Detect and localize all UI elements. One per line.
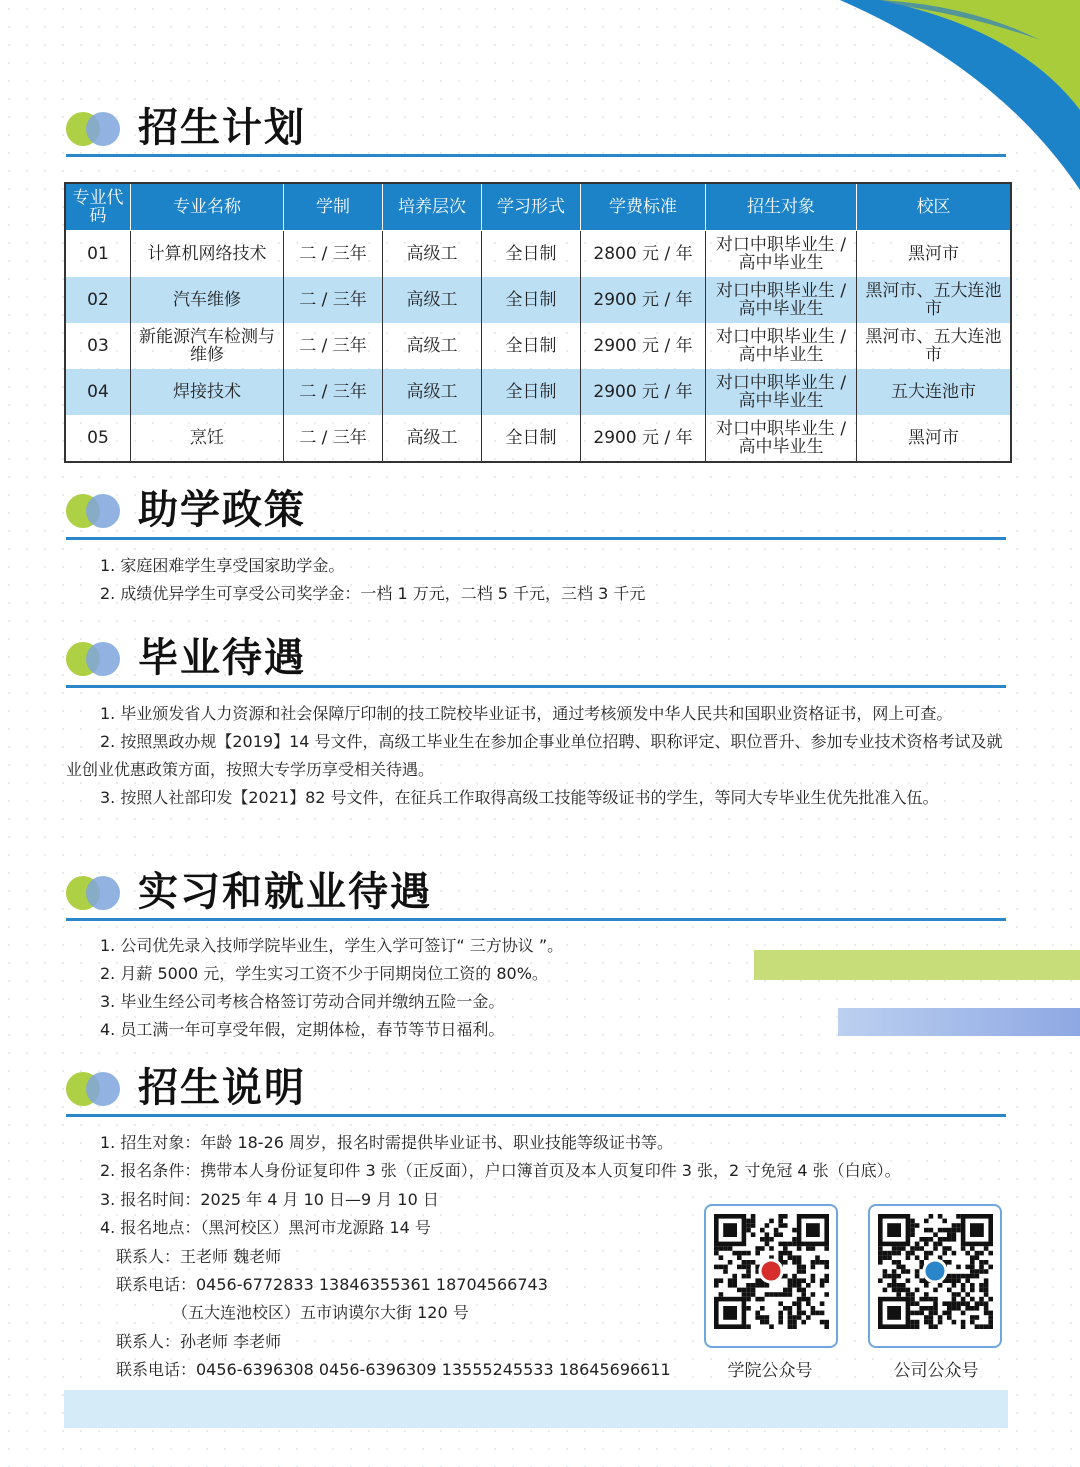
list-item: 3. 报名时间：2025 年 4 月 10 日—9 月 10 日 (100, 1189, 439, 1209)
bullet-dots-icon (66, 1072, 122, 1106)
list-item: 2. 月薪 5000 元，学生实习工资不少于同期岗位工资的 80%。 (100, 964, 548, 983)
section-title: 实习和就业待遇 (138, 869, 432, 915)
table-cell: 汽车维修 (131, 277, 284, 323)
divider (66, 537, 1006, 540)
table-cell: 全日制 (482, 323, 581, 369)
table-cell: 01 (65, 231, 131, 278)
divider (66, 685, 1006, 688)
table-cell: 05 (65, 415, 131, 462)
table-cell: 五大连池市 (857, 369, 1012, 415)
table-row (65, 231, 1011, 278)
qr-code-icon[interactable] (868, 1204, 1002, 1348)
list-item: 联系人：王老师 魏老师 (100, 1246, 282, 1266)
decorative-bar (838, 1008, 1080, 1036)
table-cell: 高级工 (383, 369, 482, 415)
table-cell: 焊接技术 (131, 369, 284, 415)
table-cell: 新能源汽车检测与维修 (131, 323, 284, 369)
table-cell: 黑河市、五大连池市 (857, 277, 1012, 323)
bullet-dots-icon (66, 112, 122, 146)
table-row (65, 415, 1011, 462)
qr-code-icon[interactable] (704, 1204, 838, 1348)
divider (66, 1114, 1006, 1117)
bullet-dots-icon (66, 642, 122, 676)
list-item: 2. 报名条件：携带本人身份证复印件 3 张（正反面），户口簿首页及本人页复印件 3 张，2 寸免冠 4 张（白底）。 (100, 1161, 901, 1181)
table-cell: 对口中职毕业生 / 高中毕业生 (706, 415, 857, 462)
section-title: 助学政策 (138, 487, 306, 533)
paragraph: 2. 按照黑政办规【2019】14 号文件，高级工毕业生在参加企事业单位招聘、职称评定、职位晋升、参加专业技术资格考试及就业创业优惠政策方面，按照大专学历享受相关待遇。 (66, 732, 1003, 779)
column-header: 学制 (284, 183, 383, 231)
list-item: 1. 公司优先录入技师学院毕业生，学生入学可签订“ 三方协议 ”。 (100, 936, 564, 955)
aid-list (100, 552, 645, 608)
column-header: 学习形式 (482, 183, 581, 231)
qr-label-company: 公司公众号 (893, 1361, 979, 1381)
decorative-bar (754, 950, 1080, 980)
table-row (65, 369, 1011, 415)
table-row (65, 323, 1011, 369)
list-item: 联系电话：0456-6772833 13846355361 18704566743 (100, 1275, 548, 1295)
section-title: 招生说明 (138, 1065, 306, 1111)
table-cell: 黑河市 (857, 415, 1012, 462)
table-cell: 03 (65, 323, 131, 369)
table-cell: 黑河市 (857, 231, 1012, 278)
column-header: 校区 (857, 183, 1012, 231)
table-cell: 二 / 三年 (284, 323, 383, 369)
list-item: 3. 毕业生经公司考核合格签订劳动合同并缴纳五险一金。 (100, 992, 505, 1011)
table-cell: 高级工 (383, 231, 482, 278)
bottom-band (64, 1390, 1008, 1428)
enrollment-table (64, 182, 1012, 463)
table-cell: 全日制 (482, 231, 581, 278)
table-cell: 高级工 (383, 277, 482, 323)
table-cell: 2800 元 / 年 (581, 231, 706, 278)
intern-list (100, 932, 563, 1044)
table-cell: 全日制 (482, 369, 581, 415)
table-cell: 全日制 (482, 415, 581, 462)
divider (66, 918, 1006, 921)
list-item: 4. 员工满一年可享受年假，定期体检，春节等节日福利。 (100, 1020, 505, 1039)
bullet-dots-icon (66, 876, 122, 910)
list-item: 2. 成绩优异学生可享受公司奖学金：一档 1 万元，二档 5 千元，三档 3 千元 (100, 584, 646, 603)
bullet-dots-icon (66, 494, 122, 528)
column-header: 专业名称 (131, 183, 284, 231)
section-title: 招生计划 (138, 105, 306, 151)
table-cell: 对口中职毕业生 / 高中毕业生 (706, 369, 857, 415)
list-item: 联系电话：0456-6396308 0456-6396309 13555245533 18645696611 (100, 1360, 671, 1380)
divider (66, 154, 1006, 157)
table-cell: 二 / 三年 (284, 415, 383, 462)
corner-decoration (640, 0, 1080, 190)
table-cell: 2900 元 / 年 (581, 415, 706, 462)
paragraph: 1. 毕业颁发省人力资源和社会保障厅印制的技工院校毕业证书，通过考核颁发中华人民共和国职业资格证书，网上可查。 (100, 704, 953, 723)
table-cell: 02 (65, 277, 131, 323)
paragraph: 3. 按照人社部印发【2021】82 号文件，在征兵工作取得高级工技能等级证书的学生，等同大专毕业生优先批准入伍。 (100, 788, 939, 807)
table-cell: 二 / 三年 (284, 277, 383, 323)
list-item: 1. 招生对象：年龄 18-26 周岁，报名时需提供毕业证书、职业技能等级证书等。 (100, 1133, 674, 1152)
table-header-row (65, 183, 1011, 231)
section-title: 毕业待遇 (138, 635, 306, 681)
column-header: 学费标准 (581, 183, 706, 231)
table-cell: 对口中职毕业生 / 高中毕业生 (706, 277, 857, 323)
qr-label-college: 学院公众号 (727, 1361, 813, 1381)
list-item: （五大连池校区）五市讷谟尔大街 120 号 (100, 1303, 469, 1323)
table-row (65, 277, 1011, 323)
table-cell: 对口中职毕业生 / 高中毕业生 (706, 323, 857, 369)
table-cell: 04 (65, 369, 131, 415)
table-cell: 二 / 三年 (284, 369, 383, 415)
table-cell: 计算机网络技术 (131, 231, 284, 278)
list-item: 4. 报名地点：（黑河校区）黑河市龙源路 14 号 (100, 1218, 431, 1238)
table-cell: 2900 元 / 年 (581, 323, 706, 369)
table-cell: 2900 元 / 年 (581, 277, 706, 323)
table-cell: 高级工 (383, 323, 482, 369)
list-item: 联系人：孙老师 李老师 (100, 1331, 282, 1351)
column-header: 培养层次 (383, 183, 482, 231)
table-cell: 高级工 (383, 415, 482, 462)
list-item: 1. 家庭困难学生享受国家助学金。 (100, 556, 345, 575)
table-cell: 全日制 (482, 277, 581, 323)
table-cell: 二 / 三年 (284, 231, 383, 278)
table-cell: 对口中职毕业生 / 高中毕业生 (706, 231, 857, 278)
table-cell: 黑河市、五大连池市 (857, 323, 1012, 369)
table-cell: 烹饪 (131, 415, 284, 462)
grad-paragraphs (66, 700, 1012, 812)
column-header: 招生对象 (706, 183, 857, 231)
table-cell: 2900 元 / 年 (581, 369, 706, 415)
column-header: 专业代码 (65, 183, 131, 231)
